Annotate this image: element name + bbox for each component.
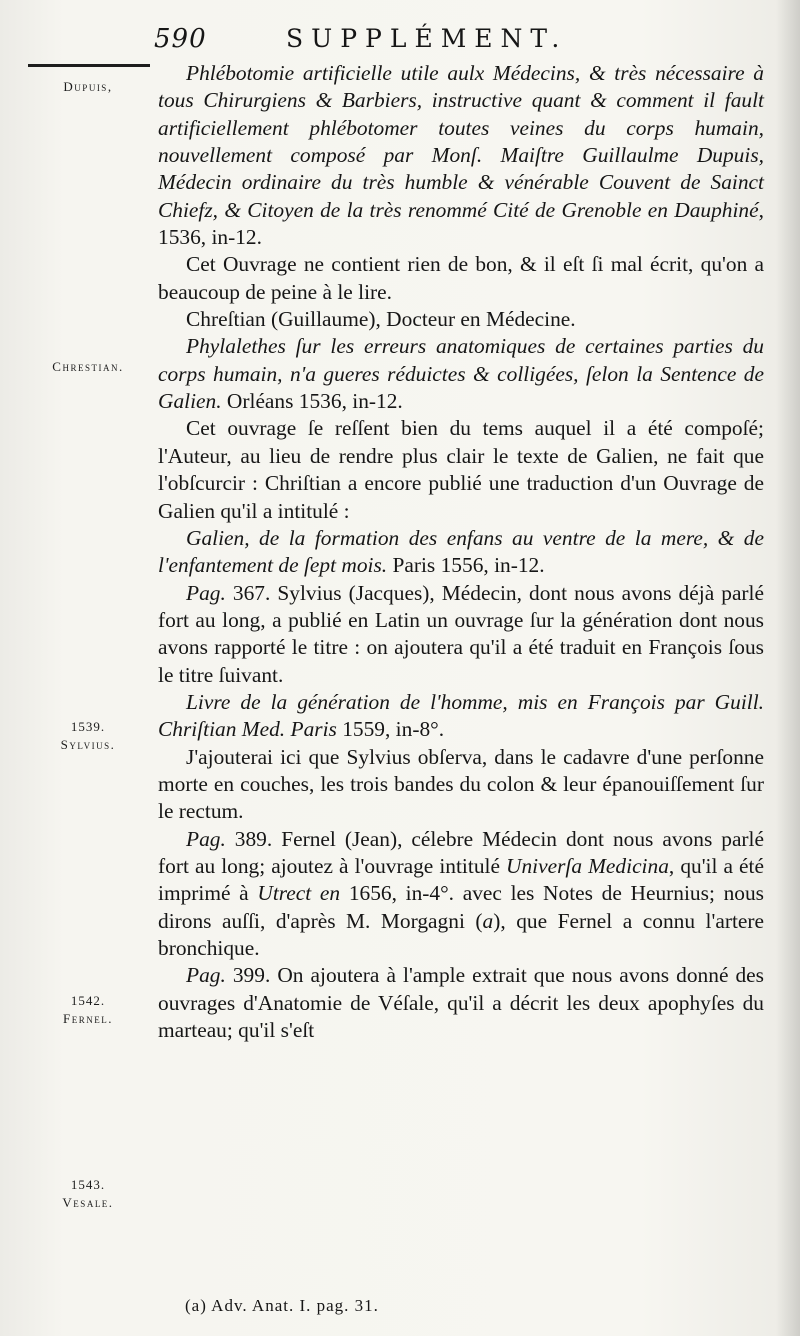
page-number: 590 (154, 24, 207, 54)
paragraph (158, 689, 764, 744)
margin-year: 1543. (70, 1177, 106, 1192)
italic-run: Livre de la génération de l'homme, mis en François par Guill. Chriſtian Med. Paris (158, 689, 764, 742)
text-run: 399. On ajoutera à l'ample extrait que nous avons donné des ouvrages d'Anatomie de Véſale, qu'il a décrit les deux apophyſes du marteau; qu'il s'eſt (158, 963, 764, 1043)
text-run: Cet Ouvrage ne contient rien de bon, & il eſt ſi mal écrit, qu'on a beaucoup de peine à le lire. (158, 252, 764, 304)
margin-name: Sylvius. (60, 737, 116, 752)
margin-name: Vesale. (62, 1195, 114, 1210)
paragraph (158, 251, 764, 306)
text-run: 1656, in-4°. avec les Notes de Heurnius; nous dirons auſſi, d'après M. Morgagni ( (158, 881, 765, 933)
paragraph (158, 826, 764, 963)
paragraph (158, 415, 764, 524)
running-head: SUPPLÉMENT. (286, 24, 568, 53)
italic-run: Univerſa Medicina (506, 853, 669, 878)
margin-name: Fernel. (63, 1011, 113, 1026)
margin-note-chrestian (24, 358, 152, 376)
page-edge-shadow (776, 0, 800, 1336)
italic-run: Pag. (186, 826, 226, 851)
paragraph (158, 525, 764, 580)
margin-note-sylvius (24, 718, 152, 754)
margin-year: 1542. (70, 993, 106, 1008)
text-run: Chreſtian (Guillaume), Docteur en Médecine. (186, 307, 576, 332)
paragraph (158, 744, 764, 826)
text-run: Orléans 1536, in-12. (221, 389, 403, 414)
text-run: 389. Fernel (Jean), célebre Médecin dont nous avons parlé fort au long; ajoutez à l'ouvrage intitulé (158, 826, 764, 878)
margin-note-dupuis (24, 78, 152, 96)
text-run: , qu'il a été imprimé à (158, 853, 764, 906)
text-run: 367. Sylvius (Jacques), Médecin, dont nous avons déjà parlé fort au long, a publié en Latin un ouvrage ſur la génération dont nous avons rapporté le titre : on ajoutera qu'il a été traduit en François ſous le titre ſuivant. (158, 580, 764, 687)
paragraph (158, 306, 764, 333)
italic-run: a (482, 908, 494, 933)
margin-note-vesale (24, 1176, 152, 1212)
italic-run: Phylalethes ſur les erreurs anatomiques de certaines parties du corps humain, n'a gueres réduictes & colligées, ſelon la Sentence de Galien. (158, 334, 764, 414)
paragraph (158, 60, 764, 251)
margin-year: 1539. (70, 719, 106, 734)
paragraph (158, 962, 764, 1044)
paragraph (158, 580, 764, 689)
text-run: ), que Fernel a connu l'artere bronchique. (158, 908, 765, 960)
text-run: Paris 1556, in-12. (387, 553, 545, 578)
paragraph (158, 333, 764, 415)
italic-run: Pag. (186, 963, 226, 988)
margin-rule (28, 64, 150, 67)
margin-name: Chrestian. (52, 359, 124, 374)
margin-name: Dupuis, (63, 79, 113, 94)
text-run: J'ajouterai ici que Sylvius obſerva, dans le cadavre d'une perſonne morte en couches, les trois bandes du colon & leur épanouiſſement ſur le rectum. (158, 744, 764, 824)
text-run: 1559, in-8°. (336, 717, 445, 742)
body-text (158, 60, 764, 1044)
text-run: Cet ouvrage ſe reſſent bien du tems auquel il a été compoſé; l'Auteur, au lieu de rendre plus clair le texte de Galien, ne fait que l'obſcurcir : Chriſtian a encore publié une traduction d'un Ouvrage de Galien qu'il a intitulé : (158, 416, 764, 523)
italic-run: Galien, de la formation des enfans au ventre de la mere, & de l'enfantement de ſept mois. (158, 525, 764, 578)
italic-run: Utrect en (257, 881, 341, 906)
italic-run: Phlébotomie artificielle utile aulx Médecins, & très nécessaire à tous Chirurgiens & Barbiers, instructive quant & comment il fault artificiellement phlébotomer toutes veines du corps humain, nouvellement composé par Monſ. Maiſtre Guillaulme Dupuis, Médecin ordinaire du très humble & vénérable Couvent de Sainct Chiefz, & Citoyen de la très renommé Cité de Grenoble en Dauphiné (158, 61, 764, 222)
margin-note-fernel (24, 992, 152, 1028)
text-run: , 1536, in-12. (158, 197, 764, 250)
page-header (148, 24, 768, 64)
footnote: (a) Adv. Anat. I. pag. 31. (185, 1296, 379, 1315)
italic-run: Pag. (186, 580, 226, 605)
